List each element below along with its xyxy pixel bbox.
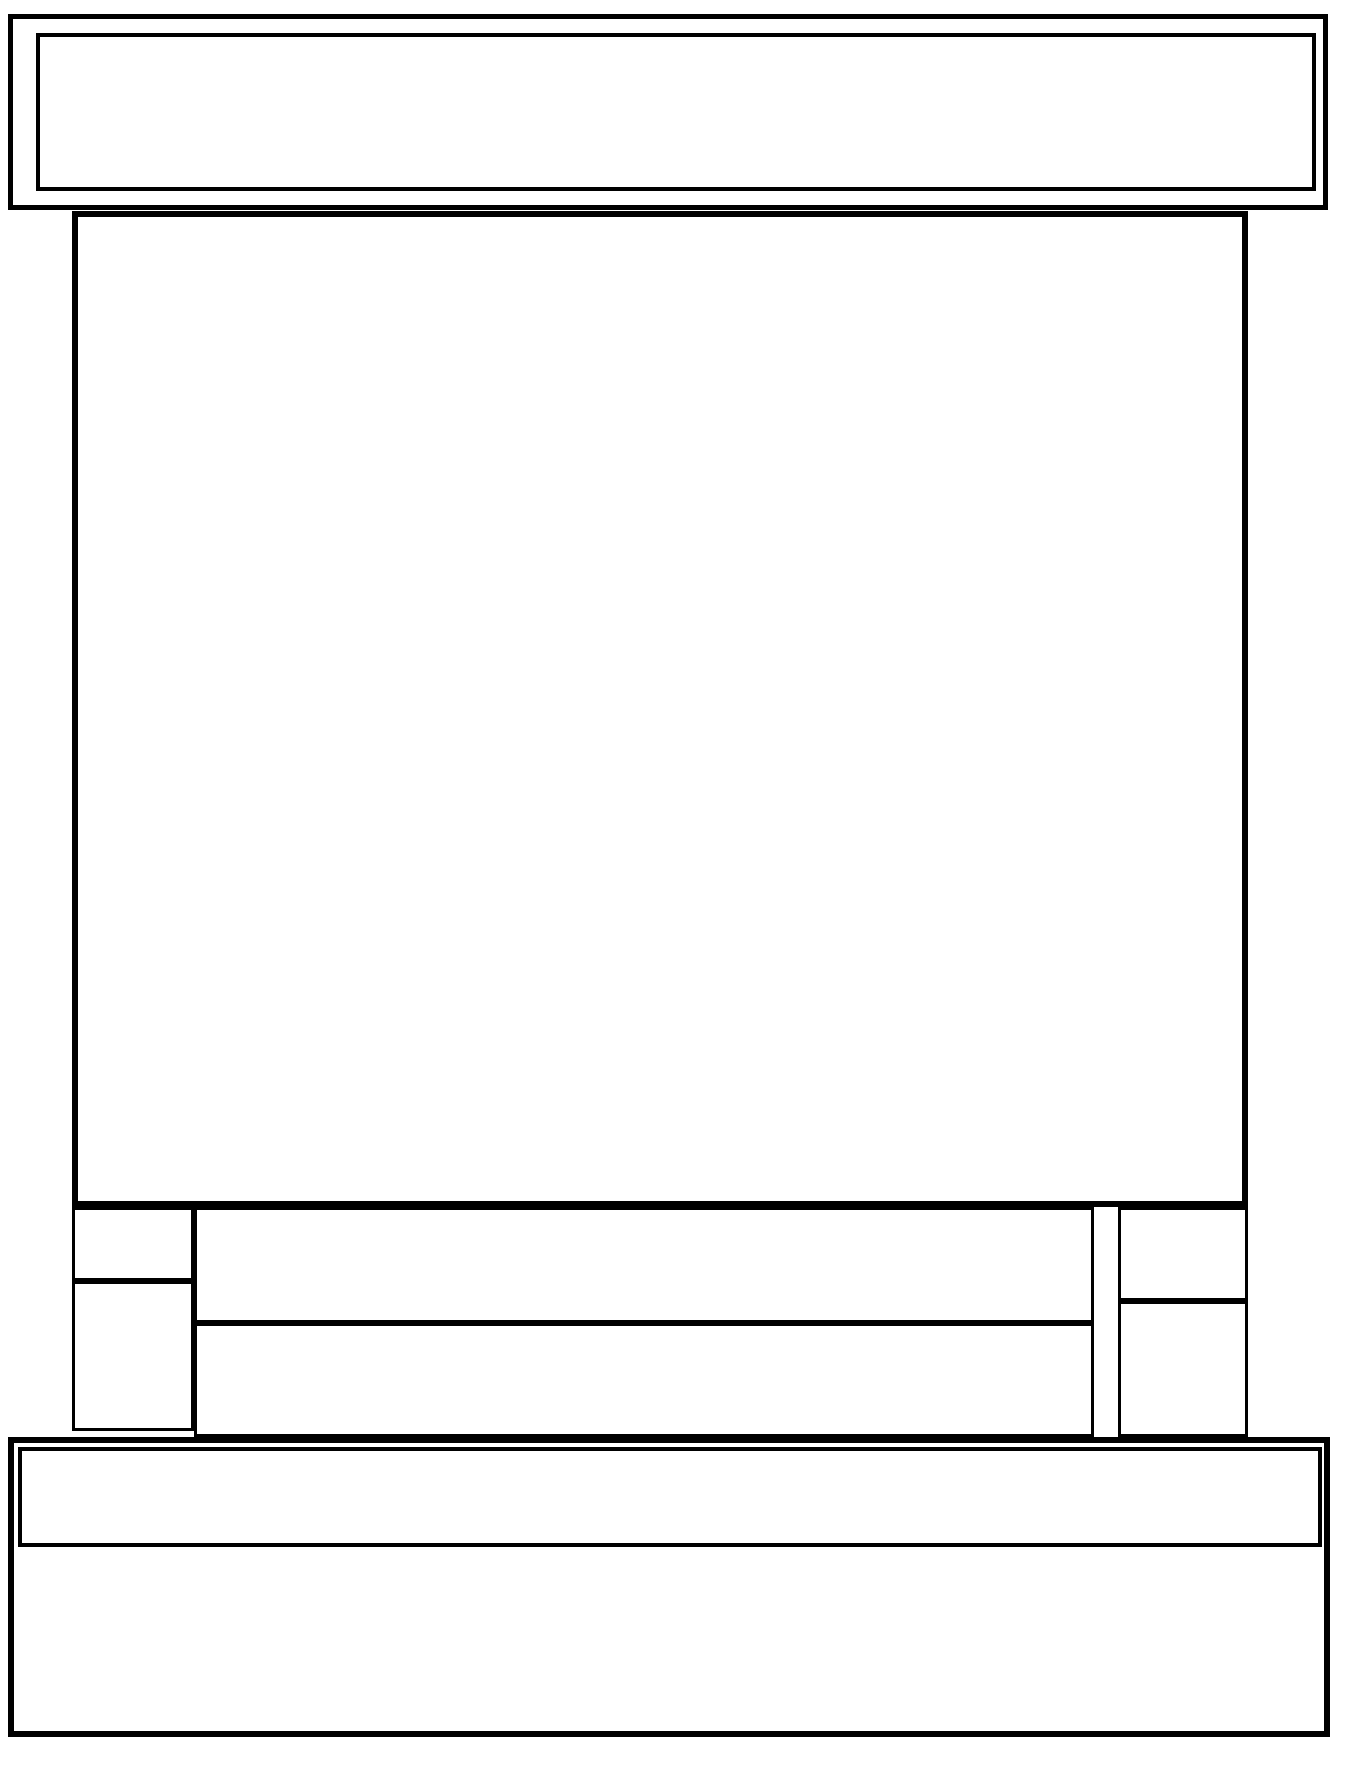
number-sign-cell [1118,1301,1248,1437]
number-rule-box [194,1323,1094,1437]
title-box [36,33,1316,191]
capital-sign-cell [72,1281,194,1431]
notes-section [72,1207,1248,1437]
math-signs-grid [18,1547,1322,1731]
math-title-box [18,1447,1322,1547]
number-sign-label-box [1118,1207,1248,1301]
braille-alphabet-grid [72,211,1248,1207]
capital-rule-box [194,1207,1094,1323]
capital-sign-label-box [72,1207,194,1281]
